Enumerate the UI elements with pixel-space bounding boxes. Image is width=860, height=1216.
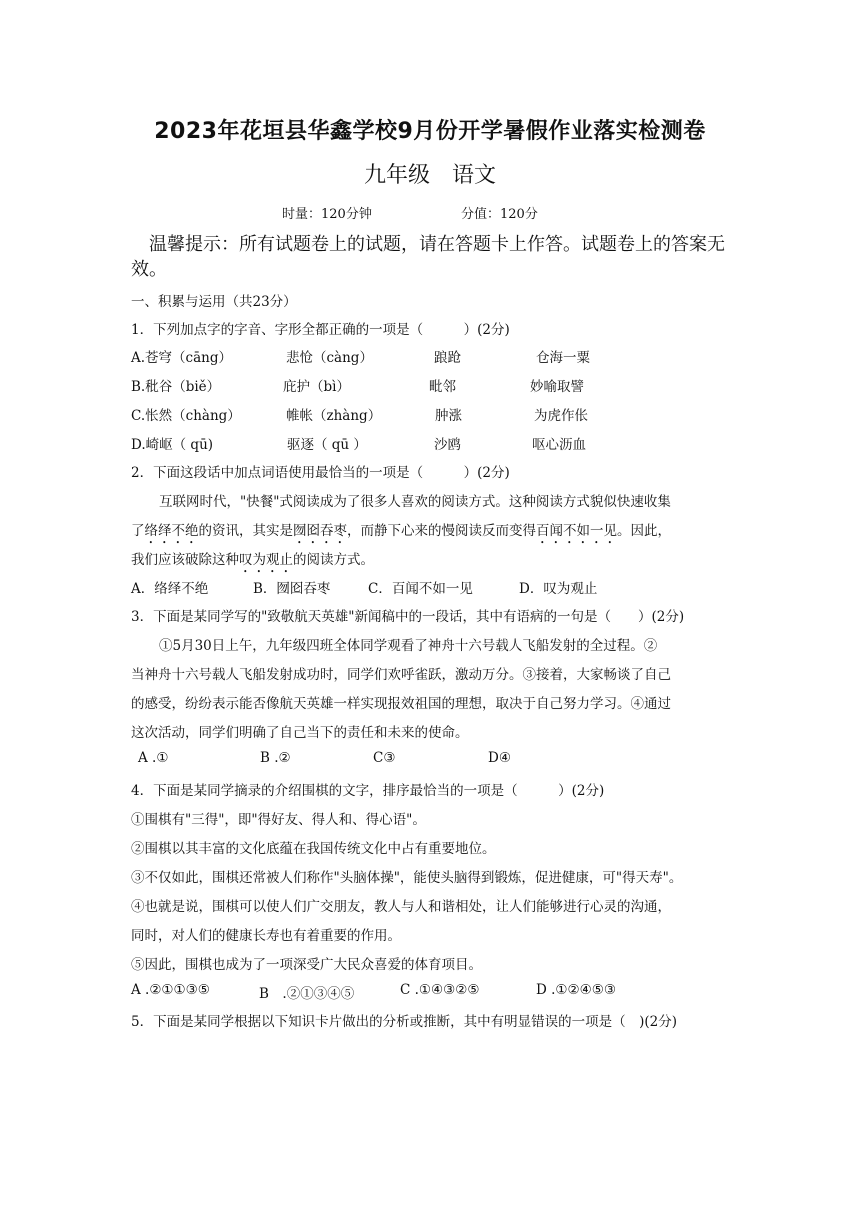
q1-b-4: 妙喻取譬 bbox=[530, 379, 584, 395]
q1-b-1: B.秕谷（biě） bbox=[131, 379, 221, 395]
time-limit: 时量：120分钟 bbox=[282, 207, 372, 222]
q1-c-4: 为虎作伥 bbox=[534, 408, 588, 424]
q4-option-c: C .①④③②⑤ bbox=[400, 982, 480, 998]
q3-option-b: B .② bbox=[260, 750, 291, 766]
q3-passage-line-3: 的感受，纷纷表示能否像航天英雄一样实现报效祖国的理想，取决于自己努力学习。④通过 bbox=[131, 696, 671, 712]
q2-passage-line-1: 互联网时代，"快餐"式阅读成为了很多人喜欢的阅读方式。这种阅读方式貌似快速收集 bbox=[159, 494, 671, 510]
q4-option-b: B .②①③④⑤ bbox=[259, 986, 355, 1002]
q3-passage-line-1: ①5月30日上午，九年级四班全体同学观看了神舟十六号载人飞船发射的全过程。② bbox=[159, 638, 658, 654]
notice-text: 温馨提示：所有试题卷上的试题，请在答题卡上作答。试题卷上的答案无效。 bbox=[131, 234, 725, 280]
q5-stem: 5．下面是某同学根据以下知识卡片做出的分析或推断，其中有明显错误的一项是（ )(2分) bbox=[131, 1014, 677, 1030]
q1-a-2: 悲怆（càng） bbox=[286, 350, 373, 366]
q2-dotted-word-3: 百闻不如一见 bbox=[536, 523, 617, 539]
q4-sentence-4-cont: 同时，对人们的健康长寿也有着重要的作用。 bbox=[131, 928, 401, 944]
q3-option-a: A .① bbox=[138, 750, 169, 766]
q4-sentence-3: ③不仅如此，围棋还常被人们称作"头脑体操"，能使头脑得到锻炼，促进健康，可"得天寿"。 bbox=[131, 870, 683, 886]
q2-option-c: C．百闻不如一见 bbox=[368, 581, 473, 597]
q3-option-d: D④ bbox=[488, 750, 511, 766]
q4-stem: 4．下面是某同学摘录的介绍围棋的文字，排序最恰当的一项是（ ）(2分) bbox=[131, 783, 605, 799]
q1-a-3: 踉跄 bbox=[434, 350, 461, 366]
exam-subtitle: 九年级 语文 bbox=[363, 163, 496, 188]
q2-option-d: D．叹为观止 bbox=[519, 581, 598, 597]
q4-sentence-1: ①围棋有"三得"，即"得好友、得人和、得心语"。 bbox=[131, 812, 426, 828]
q4-sentence-2: ②围棋以其丰富的文化底蕴在我国传统文化中占有重要地位。 bbox=[131, 841, 496, 857]
q2-option-b: B．囫囵吞枣 bbox=[253, 581, 331, 597]
q1-c-2: 帷帐（zhàng） bbox=[286, 408, 382, 424]
q1-d-4: 呕心沥血 bbox=[532, 437, 586, 453]
q4-sentence-4: ④也就是说，围棋可以使人们广交朋友，教人与人和谐相处，让人们能够进行心灵的沟通， bbox=[131, 899, 671, 915]
q4-sentence-5: ⑤因此，围棋也成为了一项深受广大民众喜爱的体育项目。 bbox=[131, 957, 482, 973]
q1-a-1: A.苍穹（cāng） bbox=[131, 350, 232, 366]
q2-dotted-word-4: 叹为观止 bbox=[239, 552, 293, 568]
q3-stem: 3．下面是某同学写的"致敬航天英雄"新闻稿中的一段话，其中有语病的一句是（ ）(2分) bbox=[131, 609, 685, 625]
q1-a-4: 仓海一粟 bbox=[536, 350, 590, 366]
q1-d-3: 沙鸥 bbox=[434, 437, 461, 453]
q2-stem: 2．下面这段话中加点词语使用最恰当的一项是（ ）(2分) bbox=[131, 465, 510, 481]
q1-b-2: 庇护（bì） bbox=[283, 379, 350, 395]
q2-dotted-word-2: 囫囵吞枣 bbox=[293, 523, 347, 539]
q1-stem: 1．下列加点字的字音、字形全都正确的一项是（ ）(2分) bbox=[131, 322, 510, 338]
total-score: 分值：120分 bbox=[461, 207, 538, 222]
q1-b-3: 毗邻 bbox=[429, 379, 456, 395]
notice bbox=[131, 232, 731, 282]
q3-passage-line-2: 当神舟十六号载人飞船发射成功时，同学们欢呼雀跃，激动万分。③接着，大家畅谈了自己 bbox=[131, 667, 671, 683]
q1-d-1: D.崎岖（ qū) bbox=[131, 437, 214, 453]
exam-title: 2023年花垣县华鑫学校9月份开学暑假作业落实检测卷 bbox=[154, 119, 706, 144]
q1-c-3: 肿涨 bbox=[435, 408, 462, 424]
q4-option-a: A .②①①③⑤ bbox=[131, 982, 210, 998]
q2-dotted-word-1: 络绎不绝 bbox=[144, 523, 199, 539]
q3-passage-line-4: 这次活动，同学们明确了自己当下的责任和未来的使命。 bbox=[131, 725, 469, 741]
q1-d-2: 驱逐（ qū ） bbox=[287, 437, 367, 453]
section-heading: 一、积累与运用（共23分） bbox=[131, 294, 297, 310]
q3-option-c: C③ bbox=[373, 750, 396, 766]
q1-c-1: C.怅然（chàng） bbox=[131, 408, 241, 424]
q4-option-d: D .①②④⑤③ bbox=[536, 982, 616, 998]
q2-passage-line-3: 我们应该破除这种叹为观止的阅读方式。 bbox=[131, 552, 374, 568]
q2-passage-line-2: 了络绎不绝的资讯，其实是囫囵吞枣，而静下心来的慢阅读反而变得百闻不如一见。因此， bbox=[131, 523, 671, 539]
q2-option-a: A．络绎不绝 bbox=[131, 581, 209, 597]
